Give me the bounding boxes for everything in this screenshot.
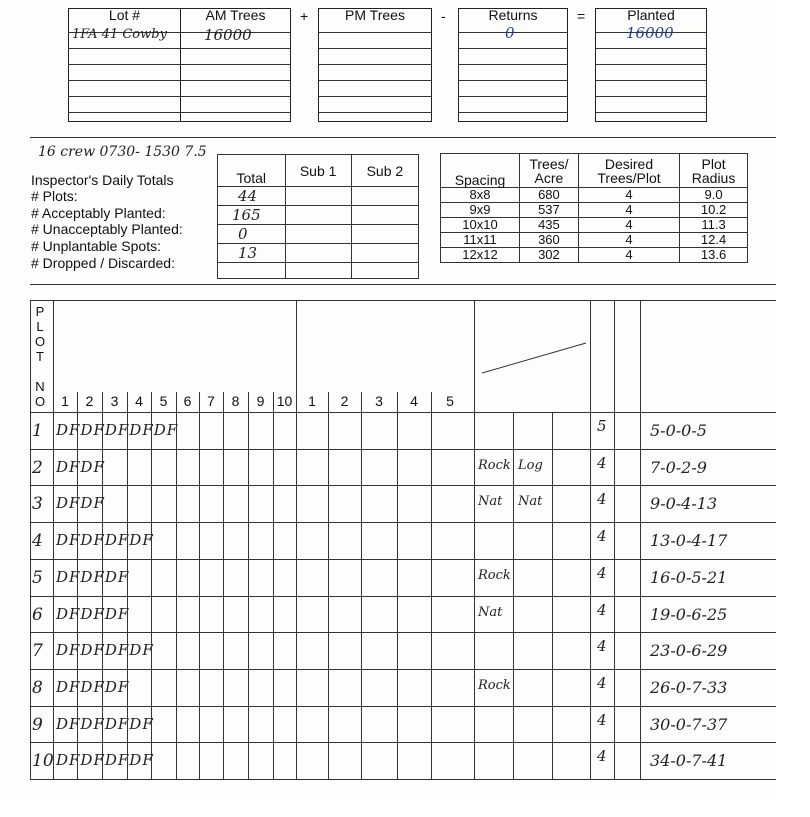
- dropped-comments-divider: [640, 300, 641, 779]
- row-reason-1: Nat: [478, 604, 503, 620]
- row-occupied: 4: [597, 527, 607, 546]
- ref-cell: 9.0: [680, 188, 748, 203]
- stat-label-plots: # Plots:: [31, 188, 78, 204]
- totals-header-sub1: Sub 1: [285, 155, 351, 187]
- row-plot-number: 10: [32, 751, 54, 772]
- acc-col-number: 6: [183, 393, 192, 409]
- lot-row-line: [458, 64, 568, 65]
- am-trees-value: 16000: [204, 26, 252, 44]
- row-comment: 34-0-7-41: [650, 751, 728, 771]
- acc-col-number: 7: [207, 393, 215, 409]
- grid-row-line: [30, 485, 776, 486]
- lot-row-line: [595, 64, 707, 65]
- acc-col-number: 1: [61, 393, 69, 409]
- grid-row-line: [30, 706, 776, 707]
- ref-cell: 360: [519, 233, 578, 248]
- plus-operator: +: [300, 8, 309, 24]
- plot-no-header-letter: P: [35, 304, 45, 319]
- unacc-col-line: [328, 392, 329, 779]
- grid-row-line: [30, 522, 776, 523]
- row-acceptable-species: DFDFDF: [56, 567, 130, 586]
- crew-time-note: 16 crew 0730- 1530 7.5: [38, 144, 207, 160]
- total-unacceptable: 0: [218, 225, 286, 244]
- ref-cell: 10x10: [441, 218, 520, 233]
- lot-row-line: [595, 112, 707, 113]
- row-plot-number: 6: [32, 604, 43, 625]
- row-acceptable-species: DFDFDF: [56, 677, 130, 696]
- unacc-col-number: 1: [308, 393, 316, 409]
- row-reason-1: Rock: [478, 457, 511, 473]
- acc-col-line: [273, 392, 274, 779]
- ref-row: [441, 203, 748, 218]
- row-plot-number: 2: [32, 457, 43, 478]
- unacc-col-number: 5: [446, 393, 454, 409]
- row-occupied: 4: [597, 747, 607, 766]
- lot-row-line: [180, 64, 291, 65]
- plot-no-header-letter: N: [35, 379, 45, 394]
- row-reason-2: Nat: [518, 494, 543, 510]
- row-reason-1: Rock: [478, 567, 511, 583]
- ref-cell: 4: [578, 233, 679, 248]
- grid-row-line: [30, 559, 776, 560]
- row-plot-number: 5: [32, 567, 43, 588]
- row-comment: 13-0-4-17: [650, 531, 728, 551]
- ref-row: [441, 233, 748, 248]
- ref-cell: 4: [578, 248, 679, 263]
- plot-no-header-letter: O: [34, 334, 46, 349]
- acc-col-number: 2: [85, 393, 94, 409]
- grid-row-line: [30, 669, 776, 670]
- row-comment: 5-0-0-5: [650, 421, 707, 440]
- row-acceptable-species: DFDFDFDF: [56, 751, 154, 770]
- row-comment: 23-0-6-29: [650, 641, 728, 661]
- grid-row-line: [30, 742, 776, 743]
- lot-number-value: 1FA 41 Cowby: [72, 27, 167, 42]
- grid-left-line: [30, 300, 31, 779]
- row-plot-number: 8: [32, 677, 43, 698]
- ref-header-trees-acre: Trees/ Acre: [519, 154, 578, 188]
- lot-row-line: [180, 48, 291, 49]
- total-acceptable: 165: [218, 206, 286, 225]
- ref-cell: 4: [578, 188, 679, 203]
- plot-no-header-letter: L: [36, 319, 44, 334]
- lot-row-line: [68, 112, 181, 113]
- ref-cell: 4: [578, 218, 679, 233]
- ref-cell: 13.6: [680, 248, 748, 263]
- unacc-col-line: [397, 392, 398, 779]
- row-comment: 9-0-4-13: [650, 494, 718, 514]
- lot-row-line: [458, 96, 568, 97]
- lot-column-box: [68, 8, 181, 122]
- acc-col-number: 3: [110, 393, 119, 409]
- ref-row: [441, 248, 748, 263]
- lot-row-line: [595, 96, 707, 97]
- unacc-col-number: 3: [375, 393, 383, 409]
- occupied-dropped-divider: [614, 300, 615, 779]
- total-unplantable: 13: [218, 244, 286, 263]
- row-plot-number: 3: [32, 494, 43, 515]
- acc-col-line: [248, 392, 249, 779]
- row-plot-number: 1: [32, 421, 43, 441]
- reason-occupied-divider: [590, 300, 591, 779]
- totals-header-sub2: Sub 2: [351, 155, 418, 187]
- acc-col-number: 8: [231, 393, 240, 409]
- unacc-col-line: [361, 392, 362, 779]
- ref-cell: 4: [578, 203, 679, 218]
- row-plot-number: 7: [32, 641, 43, 662]
- lot-row-line: [180, 80, 291, 81]
- row-acceptable-species: DFDFDFDFDF: [56, 421, 179, 439]
- ref-cell: 680: [519, 188, 578, 203]
- ref-row: [441, 188, 748, 203]
- plot-no-divider: [53, 300, 54, 779]
- lot-row-line: [180, 112, 291, 113]
- row-reason-2: Log: [518, 457, 543, 473]
- row-occupied: 4: [597, 600, 607, 619]
- lot-row-line: [458, 48, 568, 49]
- stat-label-dropped: # Dropped / Discarded:: [31, 255, 175, 271]
- ref-cell: 11x11: [441, 233, 520, 248]
- unacc-col-number: 2: [340, 393, 349, 409]
- row-comment: 7-0-2-9: [650, 457, 707, 477]
- acc-col-number: 9: [256, 393, 265, 409]
- acc-col-number: 4: [135, 393, 143, 409]
- row-acceptable-species: DFDFDFDF: [56, 714, 154, 733]
- row-occupied: 4: [597, 637, 607, 656]
- lot-row-line: [318, 96, 432, 97]
- acc-col-number: 10: [276, 393, 293, 409]
- lot-row-line: [458, 112, 568, 113]
- lot-row-line: [318, 112, 432, 113]
- ref-cell: 435: [519, 218, 578, 233]
- row-acceptable-species: DFDF: [56, 494, 105, 513]
- row-comment: 26-0-7-33: [650, 677, 728, 697]
- section-divider-1: [30, 137, 776, 138]
- lot-row-line: [68, 80, 181, 81]
- row-comment: 16-0-5-21: [650, 567, 728, 587]
- row-occupied: 4: [597, 710, 607, 729]
- unplantable-diagonal: [474, 300, 590, 412]
- row-acceptable-species: DFDFDFDF: [56, 531, 154, 550]
- acc-col-number: 5: [159, 393, 168, 409]
- ref-row: [441, 218, 748, 233]
- grid-row-line: [30, 449, 776, 450]
- lot-row-line: [318, 48, 432, 49]
- spacing-reference-table: [440, 153, 748, 263]
- row-reason-1: Rock: [478, 677, 511, 693]
- row-acceptable-species: DFDF: [56, 457, 105, 476]
- equals-operator: =: [577, 8, 586, 24]
- pm-trees-header: PM Trees: [345, 7, 405, 23]
- ref-cell: 12x12: [441, 248, 520, 263]
- lot-row-line: [595, 48, 707, 49]
- acc-col-line: [223, 392, 224, 779]
- lot-row-line: [595, 80, 707, 81]
- ref-header-spacing: Spacing: [441, 154, 520, 188]
- planted-header: Planted: [627, 7, 675, 23]
- lot-row-line: [180, 96, 291, 97]
- inspector-totals-table: [217, 154, 419, 279]
- row-occupied: 4: [597, 563, 607, 582]
- inspector-title: Inspector's Daily Totals: [31, 172, 174, 188]
- row-occupied: 4: [597, 673, 607, 692]
- grid-header-line: [30, 412, 776, 413]
- stat-label-acceptable: # Acceptably Planted:: [31, 205, 166, 221]
- lot-row-line: [318, 64, 432, 65]
- returns-header: Returns: [488, 7, 538, 23]
- grid-top-line: [30, 300, 776, 301]
- lot-row-line: [318, 80, 432, 81]
- row-occupied: 5: [597, 417, 607, 435]
- ref-header-desired: Desired Trees/Plot: [578, 154, 679, 188]
- acc-col-line: [176, 392, 177, 779]
- unacc-col-number: 4: [410, 393, 418, 409]
- row-occupied: 4: [597, 453, 607, 472]
- lot-row-line: [68, 48, 181, 49]
- row-acceptable-species: DFDFDF: [56, 604, 130, 623]
- ref-cell: 11.3: [680, 218, 748, 233]
- lot-row-line: [318, 32, 432, 33]
- plot-no-header-letter: O: [34, 394, 46, 409]
- ref-cell: 8x8: [441, 188, 520, 203]
- row-reason-1: Nat: [478, 494, 503, 510]
- row-plot-number: 9: [32, 714, 43, 735]
- row-comment: 19-0-6-25: [650, 604, 728, 624]
- minus-operator: -: [441, 8, 446, 24]
- grid-row-line: [30, 632, 776, 633]
- unacc-col-line: [431, 392, 432, 779]
- lot-row-line: [458, 80, 568, 81]
- returns-value: 0: [505, 24, 515, 42]
- ref-cell: 12.4: [680, 233, 748, 248]
- totals-header-total: Total: [218, 155, 286, 187]
- total-dropped: [218, 263, 286, 279]
- grid-row-line: [30, 596, 776, 597]
- ref-cell: 302: [519, 248, 578, 263]
- ref-cell: 537: [519, 203, 578, 218]
- row-occupied: 4: [597, 490, 607, 509]
- ref-header-radius: Plot Radius: [680, 154, 748, 188]
- row-comment: 30-0-7-37: [650, 714, 728, 734]
- total-plots: 44: [218, 187, 286, 206]
- pm-trees-column-box: [318, 8, 432, 122]
- lot-header: Lot #: [108, 7, 141, 23]
- lot-row-line: [68, 96, 181, 97]
- am-trees-header: AM Trees: [205, 7, 266, 23]
- ref-cell: 10.2: [680, 203, 748, 218]
- acc-col-line: [199, 392, 200, 779]
- row-acceptable-species: DFDFDFDF: [56, 641, 154, 660]
- planted-value: 16000: [626, 24, 674, 42]
- grid-row-line: [30, 779, 776, 780]
- section-divider-2: [30, 284, 776, 285]
- plot-no-header-letter: T: [36, 349, 44, 364]
- lot-row-line: [68, 64, 181, 65]
- stat-label-unplantable: # Unplantable Spots:: [31, 238, 161, 254]
- stat-label-unacceptable: # Unacceptably Planted:: [31, 221, 183, 237]
- ref-cell: 9x9: [441, 203, 520, 218]
- acc-unacc-divider: [296, 300, 297, 779]
- row-plot-number: 4: [32, 531, 43, 552]
